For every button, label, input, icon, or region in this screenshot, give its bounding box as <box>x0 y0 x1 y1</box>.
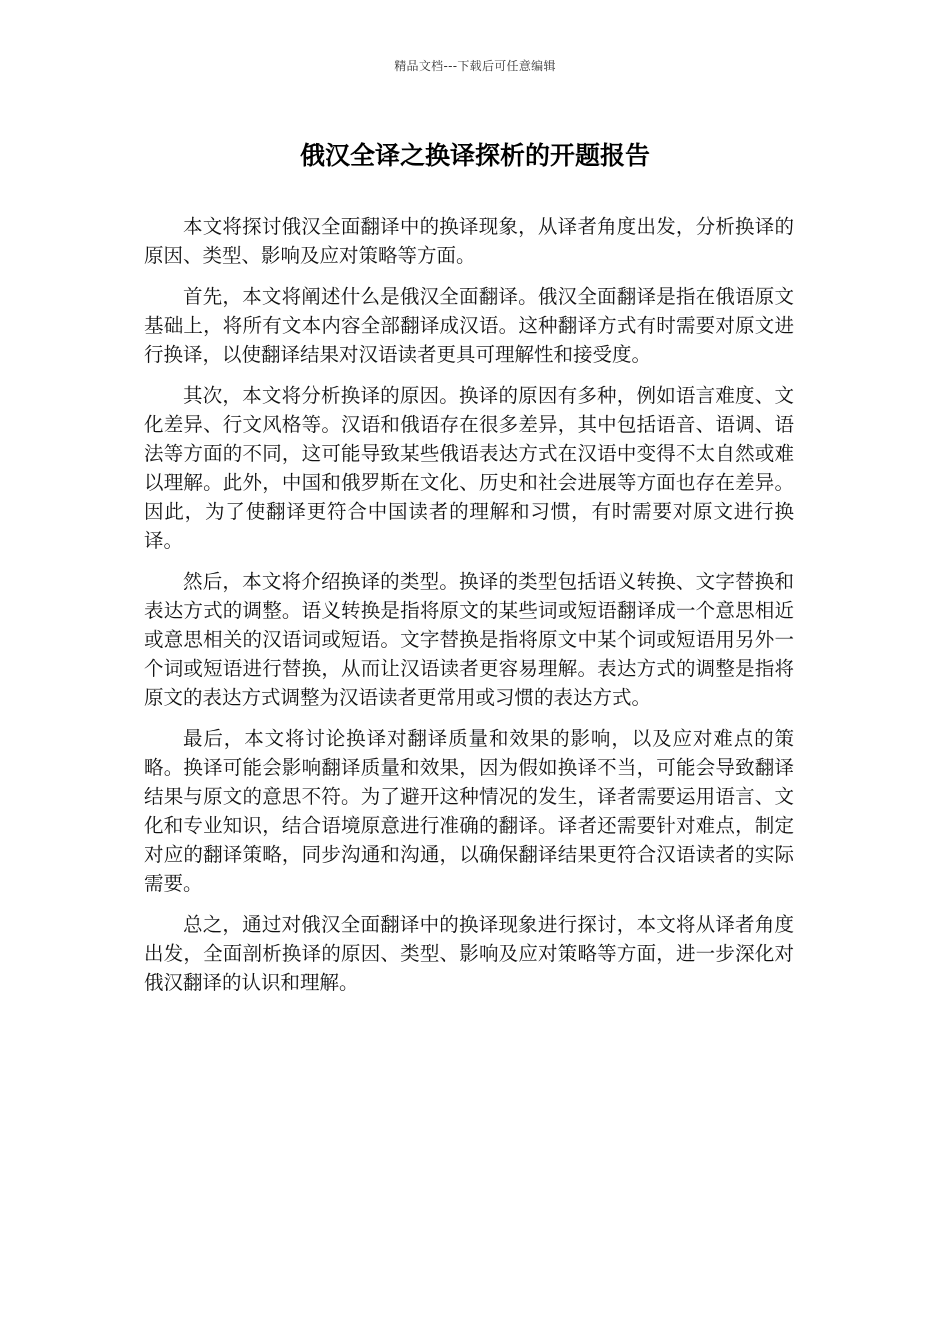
paragraph-second: 其次，本文将分析换译的原因。换译的原因有多种，例如语言难度、文化差异、行文风格等。汉语和俄语存在很多差异，其中包括语音、语调、语法等方面的不同，这可能导致某些俄语表达方式在汉语中变得不太自然或难以理解。此外，中国和俄罗斯在文化、历史和社会进展等方面也存在差异。因此，为了使翻译更符合中国读者的理解和习惯，有时需要对原文进行换译。 <box>144 384 794 552</box>
paragraph-finally: 最后，本文将讨论换译对翻译质量和效果的影响，以及应对难点的策略。换译可能会影响翻译质量和效果，因为假如换译不当，可能会导致翻译结果与原文的意思不符。为了避开这种情况的发生，译者需要运用语言、文化和专业知识，结合语境原意进行准确的翻译。译者还需要针对难点，制定对应的翻译策略，同步沟通和沟通，以确保翻译结果更符合汉语读者的实际需要。 <box>144 727 794 895</box>
document-body <box>144 212 794 1009</box>
paragraph-then: 然后，本文将介绍换译的类型。换译的类型包括语义转换、文字替换和表达方式的调整。语义转换是指将原文的某些词或短语翻译成一个意思相近或意思相关的汉语词或短语。文字替换是指将原文中某个词或短语用另外一个词或短语进行替换，从而让汉语读者更容易理解。表达方式的调整是指将原文的表达方式调整为汉语读者更常用或习惯的表达方式。 <box>144 570 794 709</box>
document-title: 俄汉全译之换译探析的开题报告 <box>299 141 650 170</box>
header-note: 精品文档---下载后可任意编辑 <box>394 59 556 73</box>
paragraph-intro: 本文将探讨俄汉全面翻译中的换译现象，从译者角度出发，分析换译的原因、类型、影响及应对策略等方面。 <box>144 215 794 267</box>
paragraph-conclusion: 总之，通过对俄汉全面翻译中的换译现象进行探讨，本文将从译者角度出发，全面剖析换译的原因、类型、影响及应对策略等方面，进一步深化对俄汉翻译的认识和理解。 <box>144 913 794 994</box>
paragraph-first: 首先，本文将阐述什么是俄汉全面翻译。俄汉全面翻译是指在俄语原文基础上，将所有文本内容全部翻译成汉语。这种翻译方式有时需要对原文进行换译，以使翻译结果对汉语读者更具可理解性和接受度。 <box>144 285 794 366</box>
